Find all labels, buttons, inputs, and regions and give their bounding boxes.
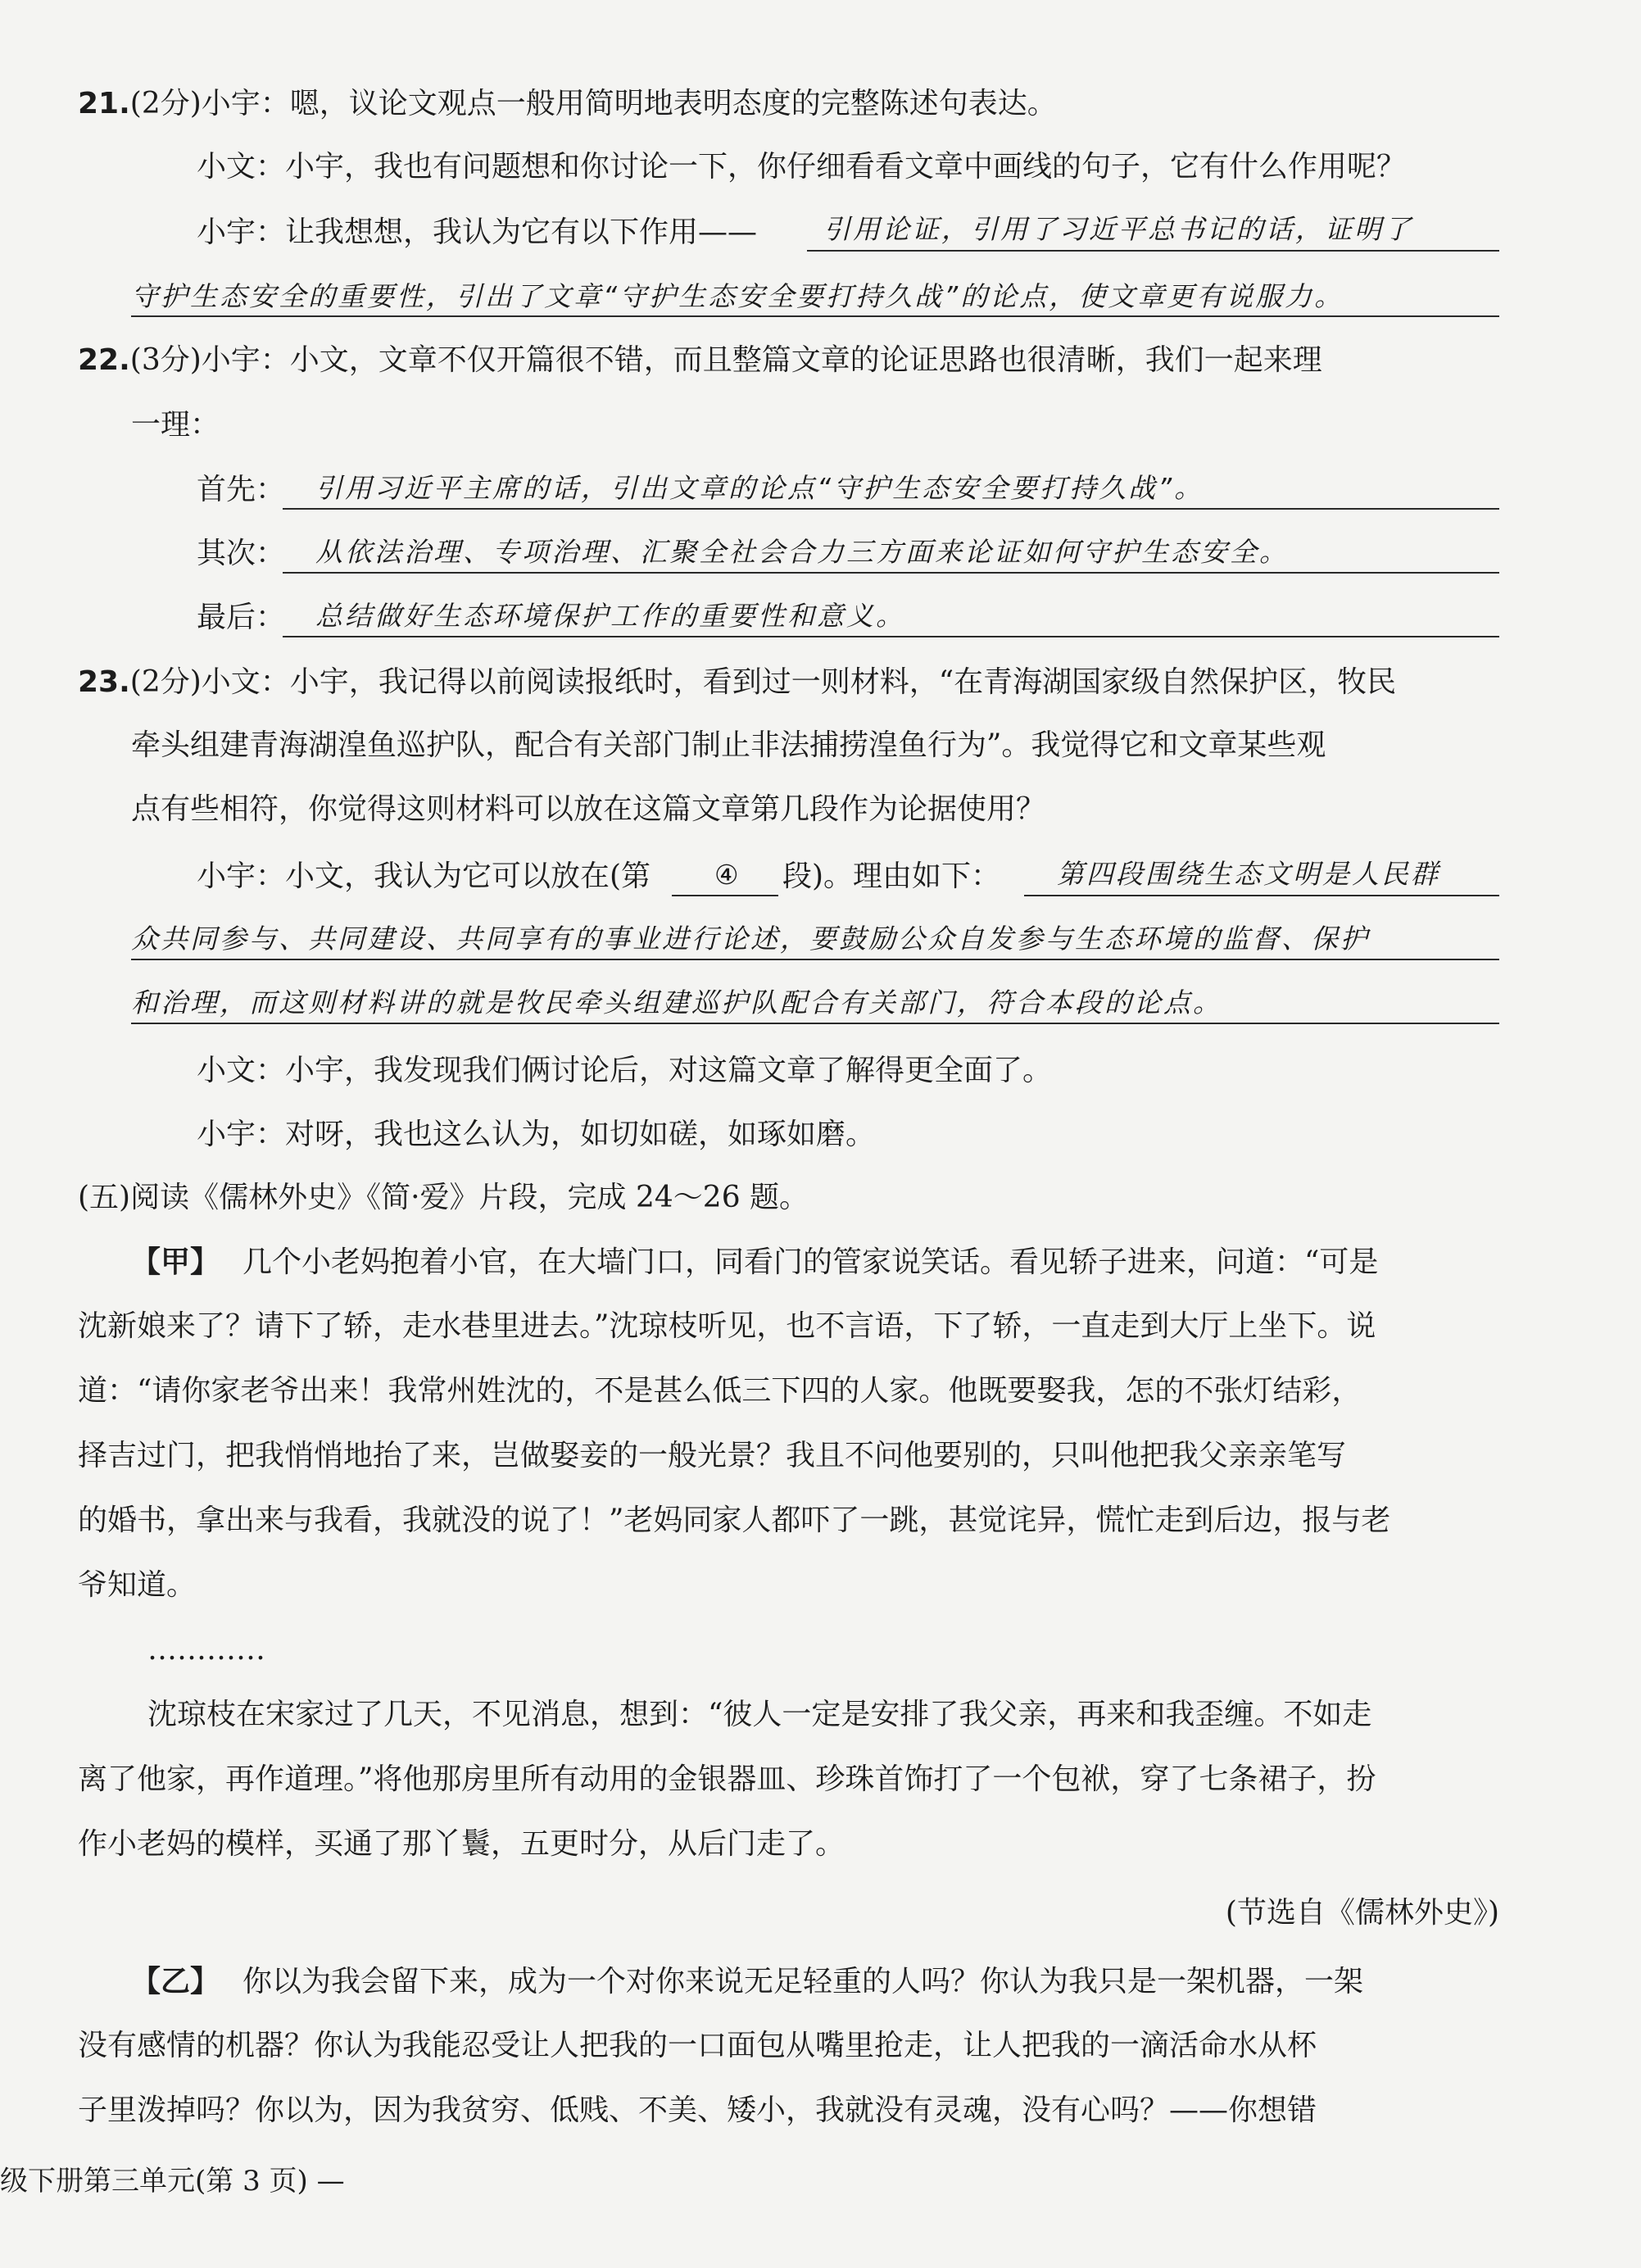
- q22-last-label: 最后：: [197, 601, 286, 634]
- jia-line-6: 爷知道。: [78, 1568, 197, 1602]
- jia-label: 【甲】: [131, 1245, 220, 1279]
- q21-line1: 21.(2分)小宇：嗯，议论文观点一般用简明地表明态度的完整陈述句表达。: [78, 87, 1057, 120]
- q22-first-label: 首先：: [197, 473, 286, 506]
- jia-line-5: 的婚书，拿出来与我看，我就没的说了！”老妈同家人都吓了一跳，甚觉诧异，慌忙走到后边，报与老: [78, 1504, 1391, 1537]
- q21-answer-b[interactable]: 守护生态安全的重要性，引出了文章“守护生态安全要打持久战”的论点，使文章更有说服力。: [131, 280, 1344, 312]
- source-citation: (节选自《儒林外史》): [1225, 1896, 1499, 1930]
- q22-number: 22.: [78, 343, 130, 377]
- q23-number: 23.: [78, 665, 130, 699]
- q23-line3: 点有些相符，你觉得这则材料可以放在这篇文章第几段作为论据使用？: [131, 792, 1046, 826]
- q22-second-label: 其次：: [197, 537, 286, 570]
- q22-first-answer[interactable]: 引用习近平主席的话，引出文章的论点“守护生态安全要打持久战”。: [315, 472, 1204, 504]
- q23-reason-a[interactable]: 第四段围绕生态文明是人民群: [1057, 858, 1440, 890]
- q23-reason-line-b: [131, 959, 1499, 960]
- q23-line5: 小文：小宇，我发现我们俩讨论后，对这篇文章了解得更全面了。: [197, 1054, 1053, 1087]
- q23-line2: 牵头组建青海湖湟鱼巡护队，配合有关部门制止非法捕捞湟鱼行为”。我觉得它和文章某些观: [131, 728, 1326, 762]
- jia2-line-3: 作小老妈的模样，买通了那丫鬟，五更时分，从后门走了。: [78, 1827, 845, 1861]
- yi-label: 【乙】: [131, 1964, 220, 1998]
- q22-line2: 一理：: [131, 408, 220, 442]
- q22-second-line: [283, 572, 1499, 574]
- q22-first-line: [283, 508, 1499, 510]
- q23-reason-line-c: [131, 1023, 1499, 1024]
- q21-answer-line-b: [131, 315, 1499, 317]
- yi-line-3: 子里泼掉吗？你以为，因为我贫穷、低贱、不美、矮小，我就没有灵魂，没有心吗？——你想错: [78, 2093, 1317, 2127]
- jia-line-2: 沈新娘来了？请下了轿，走水巷里进去。”沈琼枝听见，也不言语，下了轿，一直走到大厅上坐下。说: [78, 1309, 1376, 1343]
- q23-paragraph-line: [672, 895, 778, 896]
- jia-line-1: 【甲】 几个小老妈抱着小官，在大墙门口，同看门的管家说笑话。看见轿子进来，问道：“可是: [131, 1245, 1379, 1279]
- ellipsis: …………: [147, 1633, 265, 1667]
- q21-answer-a[interactable]: 引用论证，引用了习近平总书记的话，证明了: [823, 213, 1413, 245]
- q23-line4-mid: 段)。理由如下：: [782, 860, 1001, 893]
- q22-last-line: [283, 636, 1499, 637]
- q22-last-answer[interactable]: 总结做好生态环境保护工作的重要性和意义。: [315, 600, 905, 632]
- q23-line4-prefix: 小宇：小文，我认为它可以放在(第: [197, 860, 651, 893]
- page-footer: 级下册第三单元(第 3 页) —: [0, 2165, 345, 2198]
- q22-line1: 22.(3分)小宇：小文，文章不仅开篇很不错，而且整篇文章的论证思路也很清晰，我们一起来理: [78, 343, 1322, 377]
- q23-line1: 23.(2分)小文：小宇，我记得以前阅读报纸时，看到过一则材料，“在青海湖国家级自然保护区，牧民: [78, 665, 1397, 699]
- q21-line3: 小宇：让我想想，我认为它有以下作用——: [197, 215, 758, 249]
- yi-line-1: 【乙】 你以为我会留下来，成为一个对你来说无足轻重的人吗？你认为我只是一架机器，一架: [131, 1964, 1364, 1998]
- yi-line-2: 没有感情的机器？你认为我能忍受让人把我的一口面包从嘴里抢走，让人把我的一滴活命水从杯: [78, 2029, 1317, 2062]
- q23-reason-b[interactable]: 众共同参与、共同建设、共同享有的事业进行论述，要鼓励公众自发参与生态环境的监督、保护: [131, 923, 1370, 955]
- jia2-line-1: 沈琼枝在宋家过了几天，不见消息，想到：“彼人一定是安排了我父亲，再来和我歪缠。不如走: [147, 1698, 1372, 1731]
- q22-second-answer[interactable]: 从依法治理、专项治理、汇聚全社会合力三方面来论证如何守护生态安全。: [315, 536, 1289, 568]
- jia-line-3: 道：“请你家老爷出来！我常州姓沈的，不是甚么低三下四的人家。他既要娶我，怎的不张灯结彩，: [78, 1374, 1362, 1408]
- q23-paragraph-answer[interactable]: ④: [714, 859, 741, 891]
- q23-line6: 小宇：对呀，我也这么认为，如切如磋，如琢如磨。: [197, 1118, 876, 1151]
- jia-line-4: 择吉过门，把我悄悄地抬了来，岂做娶妾的一般光景？我且不问他要别的，只叫他把我父亲亲笔写: [78, 1439, 1347, 1472]
- jia2-line-2: 离了他家，再作道理。”将他那房里所有动用的金银器皿、珍珠首饰打了一个包袱，穿了七条裙子，扮: [78, 1762, 1376, 1796]
- section5-heading: (五)阅读《儒林外史》《简·爱》片段，完成 24～26 题。: [78, 1181, 809, 1214]
- q21-answer-line-a: [807, 250, 1499, 252]
- q23-reason-c[interactable]: 和治理，而这则材料讲的就是牧民牵头组建巡护队配合有关部门，符合本段的论点。: [131, 987, 1222, 1018]
- q21-line2: 小文：小宇，我也有问题想和你讨论一下，你仔细看看文章中画线的句子，它有什么作用呢？: [197, 150, 1407, 184]
- q21-number: 21.: [78, 87, 130, 120]
- q23-reason-line-a: [1024, 895, 1499, 896]
